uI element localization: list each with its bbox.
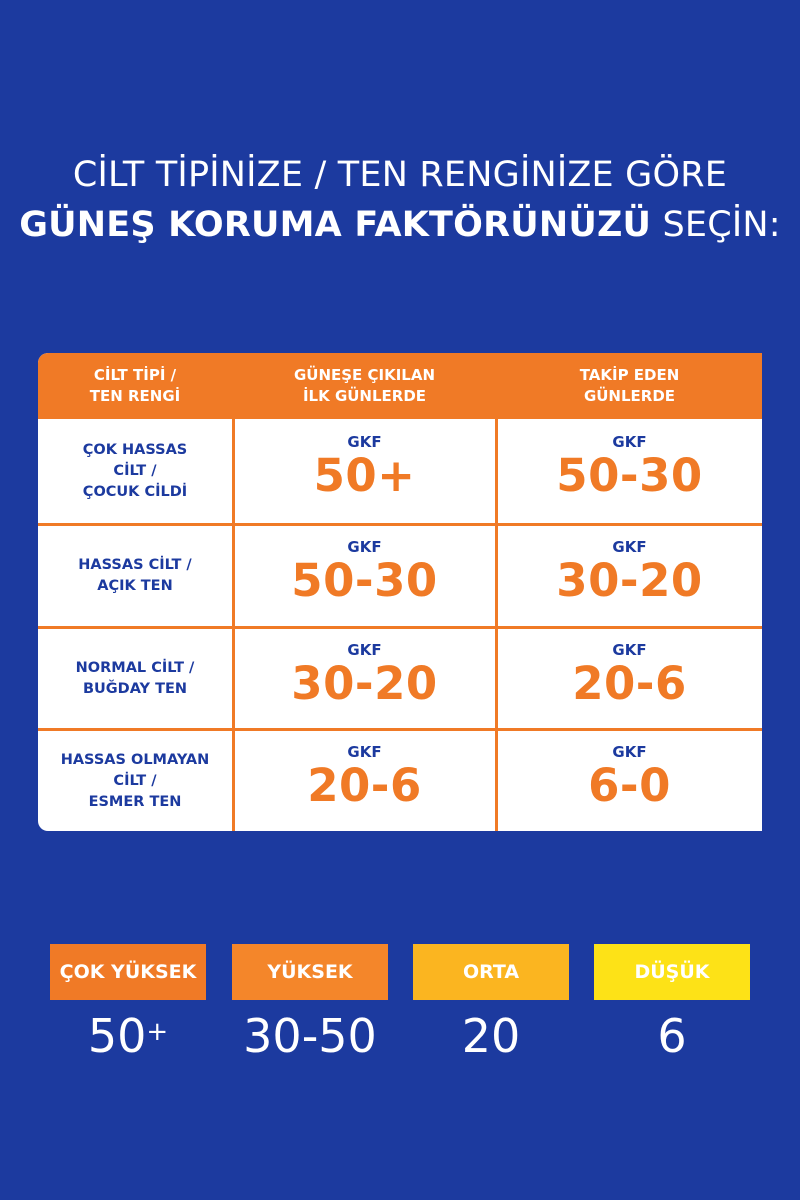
gkf-label: GKF	[347, 743, 382, 761]
column-divider	[232, 353, 235, 831]
header-skin-type: CİLT TİPİ / TEN RENGİ	[89, 366, 181, 405]
level-value-plus: +	[146, 1017, 169, 1047]
gkf-label: GKF	[612, 433, 647, 451]
headline-rest-part: SEÇİN:	[651, 205, 781, 245]
level-value-number: 6	[657, 1009, 687, 1063]
level-value-number: 50	[87, 1009, 147, 1063]
header-first-days: GÜNEŞE ÇIKILAN İLK GÜNLERDE	[293, 366, 436, 405]
level-value-number: 20	[461, 1009, 521, 1063]
level-value	[594, 1008, 750, 1064]
skin-type-label: HASSAS OLMAYAN CİLT / ESMER TEN	[60, 751, 210, 810]
gkf-label: GKF	[347, 538, 382, 556]
gkf-label: GKF	[347, 433, 382, 451]
legend-dusuk	[594, 944, 750, 1064]
gkf-label: GKF	[612, 640, 647, 659]
level-badge: ORTA	[413, 944, 569, 1000]
headline-line-2	[0, 200, 800, 250]
headline-line-1: CİLT TİPİNİZE / TEN RENGİNİZE GÖRE	[72, 155, 728, 195]
spf-value-first-days: 50-30	[291, 554, 438, 607]
level-value	[232, 1008, 388, 1064]
spf-value-first-days: 50+	[313, 449, 416, 502]
table-row	[38, 731, 762, 831]
column-divider	[495, 353, 498, 831]
headline	[0, 150, 800, 250]
row-divider	[38, 523, 762, 526]
table-row	[38, 419, 762, 523]
level-badge: ÇOK YÜKSEK	[50, 944, 206, 1000]
spf-value-following-days: 30-20	[556, 554, 703, 607]
header-following-days: TAKİP EDEN GÜNLERDE	[579, 366, 680, 405]
gkf-label: GKF	[612, 743, 647, 761]
level-value	[50, 1008, 206, 1064]
spf-value-following-days: 6-0	[588, 759, 671, 812]
spf-value-first-days: 20-6	[307, 759, 422, 812]
skin-type-label: NORMAL CİLT / BUĞDAY TEN	[75, 659, 195, 697]
level-value	[413, 1008, 569, 1064]
legend-cok-yuksek	[50, 944, 206, 1064]
row-divider	[38, 626, 762, 629]
spf-value-following-days: 50-30	[556, 449, 703, 502]
spf-value-following-days: 20-6	[572, 656, 687, 710]
gkf-label: GKF	[347, 640, 382, 659]
skin-type-label: ÇOK HASSAS CİLT / ÇOCUK CİLDİ	[82, 441, 188, 500]
spf-table	[38, 353, 762, 831]
spf-value-first-days: 30-20	[291, 656, 438, 710]
legend-yuksek	[232, 944, 388, 1064]
skin-type-label: HASSAS CİLT / AÇIK TEN	[78, 557, 192, 594]
level-badge: DÜŞÜK	[594, 944, 750, 1000]
gkf-label: GKF	[612, 538, 647, 556]
row-divider	[38, 728, 762, 731]
legend-orta	[413, 944, 569, 1064]
table-row	[38, 629, 762, 728]
headline-bold-part: GÜNEŞ KORUMA FAKTÖRÜNÜZÜ	[19, 205, 652, 245]
level-badge: YÜKSEK	[232, 944, 388, 1000]
level-value-number: 30-50	[243, 1009, 377, 1063]
table-row	[38, 526, 762, 626]
